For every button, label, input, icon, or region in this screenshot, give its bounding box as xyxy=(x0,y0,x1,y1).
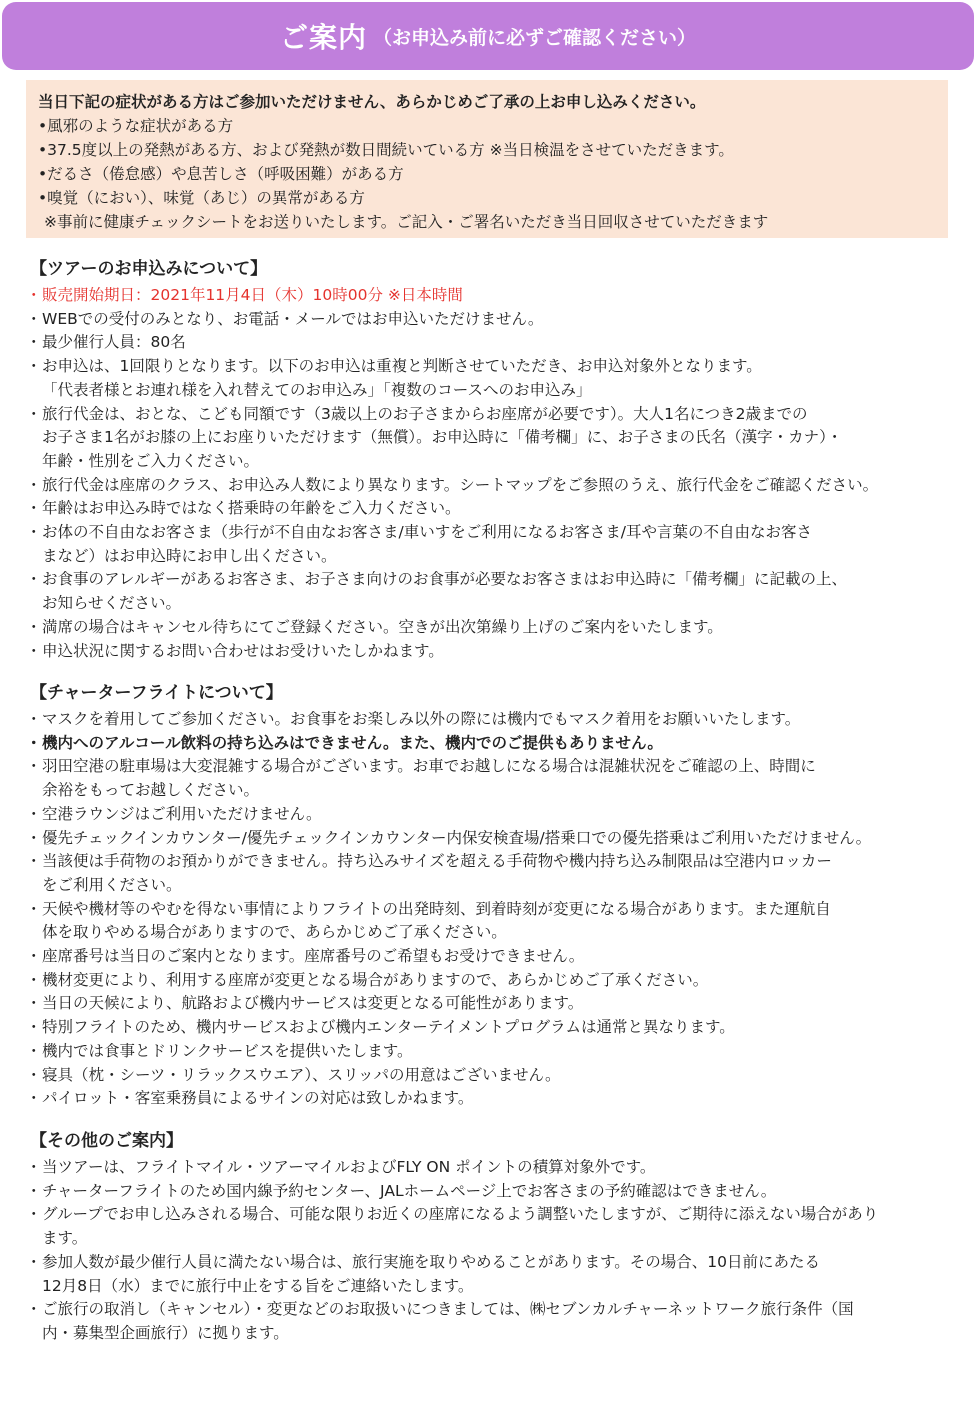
list-item: ・ 最少催行人員：80名 xyxy=(30,331,960,355)
tour-section xyxy=(30,256,960,663)
list-item: ・ 天候や機材等のやむを得ない事情によりフライトの出発時刻、到着時刻が変更になる場合があります。また運航自 xyxy=(30,898,960,922)
notice-line: •37.5度以上の発熱がある方、および発熱が数日間続いている方 ※当日検温をさせていただきます。 xyxy=(38,141,734,159)
list-item: ・ 特別フライトのため、機内サービスおよび機内エンターテイメントプログラムは通常と異なります。 xyxy=(30,1016,960,1040)
list-item: ・ 座席番号は当日のご案内となります。座席番号のご希望もお受けできません。 xyxy=(30,945,960,969)
list-item-continued: をご利用ください。 xyxy=(42,875,182,894)
list-item: ・ グループでお申し込みされる場合、可能な限りお近くの座席になるよう調整いたしますが、ご期待に添えない場合があり xyxy=(30,1203,960,1227)
charter-section-title: 【チャーターフライトについて】 xyxy=(30,683,283,703)
health-notice-box xyxy=(26,80,948,238)
list-item: ・ 販売開始期日：2021年11月4日（木）10時00分 ※日本時間 xyxy=(30,284,960,308)
notice-line: ※事前に健康チェックシートをお送りいたします。ご記入・ご署名いただき当日回収させていただきます xyxy=(44,213,769,231)
list-item-continued: お子さま1名がお膝の上にお座りいただけます（無償）。お申込時に「備考欄」に、お子さまの氏名（漢字・カナ）・ xyxy=(42,428,843,447)
list-item-continued: お知らせください。 xyxy=(42,594,182,613)
list-item: ・ 羽田空港の駐車場は大変混雑する場合がございます。お車でお越しになる場合は混雑状況をご確認の上、時間に xyxy=(30,755,960,779)
list-item: ・ チャーターフライトのため国内線予約センター、JALホームページ上でお客さまの予約確認はできません。 xyxy=(30,1180,960,1204)
list-item: ・ 申込状況に関するお問い合わせはお受けいたしかねます。 xyxy=(30,640,960,664)
list-item: ・ 参加人数が最少催行人員に満たない場合は、旅行実施を取りやめることがあります。その場合、10日前にあたる xyxy=(30,1251,960,1275)
other-section-title: 【その他のご案内】 xyxy=(30,1131,183,1151)
list-item: ・ 当該便は手荷物のお預かりができません。持ち込みサイズを超える手荷物や機内持ち込み制限品は空港内ロッカー xyxy=(30,850,960,874)
list-item: ・ WEBでの受付のみとなり、お電話・メールではお申込いただけません。 xyxy=(30,308,960,332)
header-subtitle: （お申込み前に必ずご確認ください） xyxy=(373,26,697,49)
list-item: ・ ご旅行の取消し（キャンセル）・変更などのお取扱いにつきましては、㈱セブンカルチャーネットワーク旅行条件（国 xyxy=(30,1298,960,1322)
list-item: ・ 寝具（枕・シーツ・リラックスウエア）、スリッパの用意はございません。 xyxy=(30,1064,960,1088)
list-item: ・ 優先チェックインカウンター/優先チェックインカウンター内保安検査場/搭乗口での優先搭乗はご利用いただけません。 xyxy=(30,827,960,851)
list-item: ・ 年齢はお申込み時ではなく搭乗時の年齢をご入力ください。 xyxy=(30,497,960,521)
list-item: ・ 当日の天候により、航路および機内サービスは変更となる可能性があります。 xyxy=(30,992,960,1016)
list-item-continued: まなど）はお申込時にお申し出ください。 xyxy=(42,546,337,565)
list-item-continued: 12月8日（水）までに旅行中止をする旨をご連絡いたします。 xyxy=(42,1276,474,1295)
other-section xyxy=(30,1128,960,1346)
charter-section xyxy=(30,680,960,1111)
list-item: ・ 機内へのアルコール飲料の持ち込みはできません。また、機内でのご提供もありません。 xyxy=(30,732,960,756)
list-item-continued: 余裕をもってお越しください。 xyxy=(42,781,260,800)
list-item-continued: ます。 xyxy=(42,1229,88,1248)
notice-line: •嗅覚（におい）、味覚（あじ）の異常がある方 xyxy=(38,189,365,207)
notice-heading: 当日下記の症状がある方はご参加いただけません、あらかじめご了承の上お申し込みください。 xyxy=(38,93,706,111)
list-item: ・ 機材変更により、利用する座席が変更となる場合がありますので、あらかじめご了承ください。 xyxy=(30,969,960,993)
list-item: ・ 満席の場合はキャンセル待ちにてご登録ください。空きが出次第繰り上げのご案内をいたします。 xyxy=(30,616,960,640)
notice-line: •だるさ（倦怠感）や息苦しさ（呼吸困難）がある方 xyxy=(38,165,404,183)
list-item: ・ マスクを着用してご参加ください。お食事をお楽しみ以外の際には機内でもマスク着用をお願いいたします。 xyxy=(30,708,960,732)
list-item-continued: 年齢・性別をご入力ください。 xyxy=(42,451,260,470)
list-item: ・ 旅行代金は座席のクラス、お申込み人数により異なります。シートマップをご参照のうえ、旅行代金をご確認ください。 xyxy=(30,474,960,498)
list-item: ・ 旅行代金は、おとな、こども同額です（3歳以上のお子さまからお座席が必要です）。大人1名につき2歳までの xyxy=(30,403,960,427)
list-item-continued: 内・募集型企画旅行）に拠ります。 xyxy=(42,1323,289,1342)
list-item-continued: 「代表者様とお連れ様を入れ替えてのお申込み」「複数のコースへのお申込み」 xyxy=(42,380,592,399)
list-item: ・ お体の不自由なお客さま（歩行が不自由なお客さま/車いすをご利用になるお客さま/耳や言葉の不自由なお客さ xyxy=(30,521,960,545)
list-item: ・ お申込は、1回限りとなります。以下のお申込は重複と判断させていただき、お申込対象外となります。 xyxy=(30,355,960,379)
list-item: ・ お食事のアレルギーがあるお客さま、お子さま向けのお食事が必要なお客さまはお申込時に「備考欄」に記載の上、 xyxy=(30,568,960,592)
list-item-continued: 体を取りやめる場合がありますので、あらかじめご了承ください。 xyxy=(42,923,507,942)
list-item: ・ 当ツアーは、フライトマイル・ツアーマイルおよびFLY ON ポイントの積算対象外です。 xyxy=(30,1156,960,1180)
list-item: ・ パイロット・客室乗務員によるサインの対応は致しかねます。 xyxy=(30,1087,960,1111)
notice-line: •風邪のような症状がある方 xyxy=(38,117,234,135)
tour-section-title: 【ツアーのお申込みについて】 xyxy=(30,259,268,279)
list-item: ・ 機内では食事とドリンクサービスを提供いたします。 xyxy=(30,1040,960,1064)
header-title: ご案内 xyxy=(279,21,367,54)
list-item: ・ 空港ラウンジはご利用いただけません。 xyxy=(30,803,960,827)
page-header xyxy=(2,2,974,70)
